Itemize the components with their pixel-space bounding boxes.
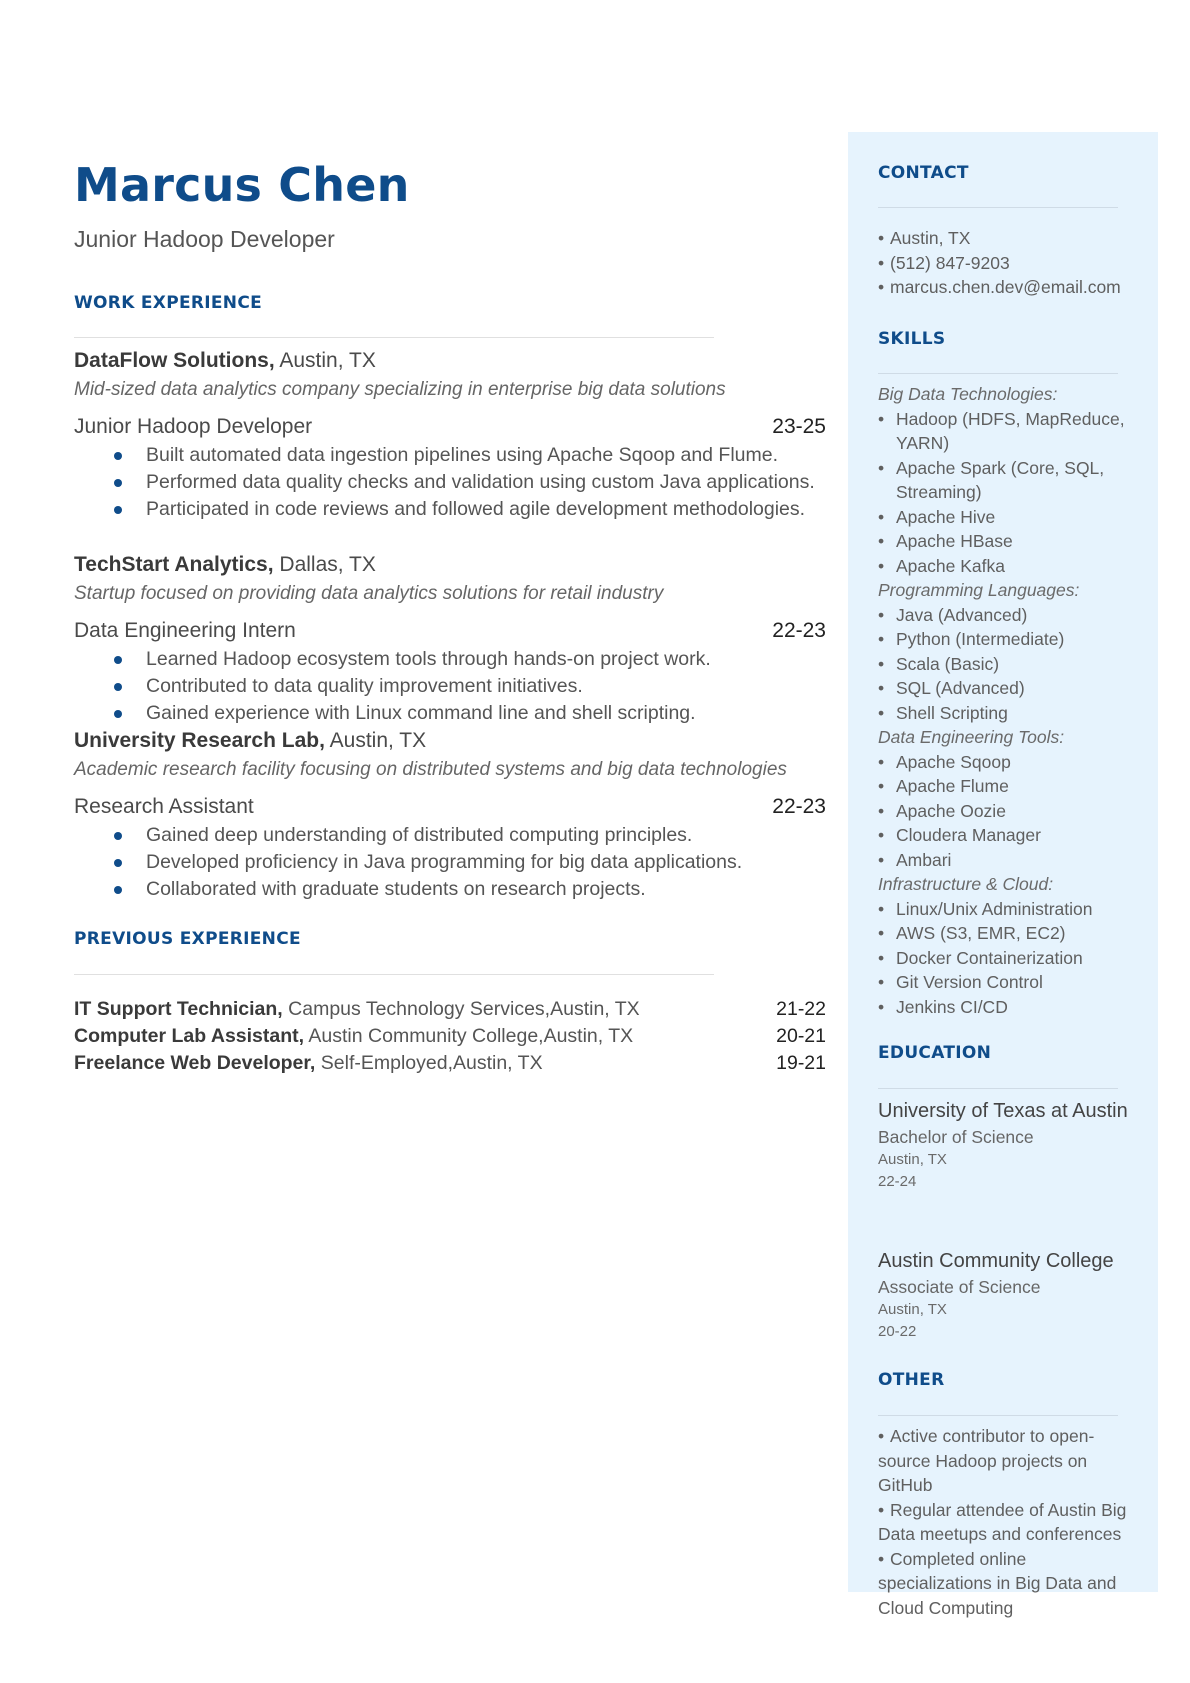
skill-item: • Python (Intermediate) [878, 629, 1065, 649]
previous-experience-list [74, 996, 826, 1077]
bullet-item: Participated in code reviews and followed agile development methodologies. [74, 496, 826, 523]
other-heading: OTHER [878, 1370, 945, 1390]
previous-job-row [74, 1050, 826, 1077]
education-school: University of Texas at Austin [878, 1100, 1128, 1122]
previous-job-row [74, 1023, 826, 1050]
job-title: Junior Hadoop Developer [74, 226, 335, 252]
bullet-item: Performed data quality checks and validation using custom Java applications. [74, 469, 826, 496]
bullet-item: Built automated data ingestion pipelines using Apache Sqoop and Flume. [74, 442, 826, 469]
skill-item: • Apache Oozie [878, 800, 1006, 821]
skill-category: Programming Languages: [878, 580, 1080, 600]
previous-job-place: Campus Technology Services,Austin, TX [282, 998, 640, 1020]
skill-item: • SQL (Advanced) [878, 678, 1025, 698]
contact-heading: CONTACT [878, 163, 969, 183]
previous-experience-rule [74, 974, 714, 975]
role-title: Junior Hadoop Developer [74, 415, 313, 438]
bullet-list [74, 646, 826, 727]
education-entry [878, 1248, 1138, 1343]
bullet-list [74, 822, 826, 903]
previous-job-place: Austin Community College,Austin, TX [304, 1025, 634, 1047]
other-item: • Regular attendee of Austin Big Data meetups and conferences [878, 1499, 1127, 1544]
candidate-name: Marcus Chen [74, 158, 410, 212]
education-dates: 22-24 [878, 1173, 917, 1190]
skill-item: • Apache Flume [878, 776, 1009, 796]
skill-item: • Java (Advanced) [878, 604, 1028, 625]
previous-experience-heading: PREVIOUS EXPERIENCE [74, 929, 301, 949]
company-line [74, 346, 826, 376]
previous-job-place: Self-Employed,Austin, TX [315, 1052, 543, 1074]
previous-job-row [74, 996, 826, 1023]
skills-heading: SKILLS [878, 329, 946, 349]
education-location: Austin, TX [878, 1301, 947, 1318]
company-location: Austin, TX [274, 349, 376, 372]
company-description: Mid-sized data analytics company specializing in enterprise big data solutions [74, 379, 726, 400]
role-row [74, 616, 826, 646]
other-item: • Completed online specializations in Big Data and Cloud Computing [878, 1548, 1117, 1618]
skill-item: • AWS (S3, EMR, EC2) [878, 923, 1066, 943]
bullet-list [74, 442, 826, 523]
bullet-item: Collaborated with graduate students on research projects. [74, 876, 826, 903]
other-rule [878, 1415, 1118, 1416]
other-item: • Active contributor to open-source Hadoop projects on GitHub [878, 1426, 1095, 1495]
education-dates: 20-22 [878, 1323, 917, 1340]
skill-item: • Hadoop (HDFS, MapReduce, YARN) [878, 408, 1125, 453]
contact-rule [878, 207, 1118, 208]
bullet-item: Gained deep understanding of distributed computing principles. [74, 822, 826, 849]
education-rule [878, 1088, 1118, 1089]
skill-category: Big Data Technologies: [878, 384, 1058, 404]
education-degree: Associate of Science [878, 1277, 1041, 1297]
work-entry [74, 726, 826, 903]
previous-job-dates: 21-22 [776, 998, 826, 1020]
skill-item: • Docker Containerization [878, 947, 1083, 968]
education-school: Austin Community College [878, 1250, 1114, 1272]
company-description: Startup focused on providing data analytics solutions for retail industry [74, 583, 664, 604]
education-heading: EDUCATION [878, 1043, 992, 1063]
company-name: TechStart Analytics, [74, 553, 274, 576]
contact-list [878, 226, 1138, 300]
previous-job-role: Computer Lab Assistant, [74, 1025, 305, 1047]
role-dates: 22-23 [772, 795, 826, 818]
bullet-item: Contributed to data quality improvement initiatives. [74, 673, 826, 700]
role-title: Research Assistant [74, 795, 254, 818]
role-dates: 23-25 [772, 415, 826, 438]
company-location: Dallas, TX [273, 553, 376, 576]
bullet-item: Gained experience with Linux command line and shell scripting. [74, 700, 826, 727]
company-description: Academic research facility focusing on distributed systems and big data technologies [74, 759, 787, 780]
company-line [74, 550, 826, 580]
other-list [878, 1424, 1138, 1620]
work-experience-heading: WORK EXPERIENCE [74, 293, 263, 313]
previous-job-role: Freelance Web Developer, [74, 1052, 316, 1074]
company-name: University Research Lab, [74, 729, 325, 752]
contact-email: • marcus.chen.dev@email.com [878, 277, 1121, 297]
skills-list [878, 382, 1138, 1019]
skill-item: • Apache Sqoop [878, 751, 1011, 772]
company-line [74, 726, 826, 756]
previous-job-dates: 19-21 [776, 1052, 826, 1074]
previous-job-dates: 20-21 [776, 1025, 826, 1047]
company-location: Austin, TX [324, 729, 427, 752]
skill-item: • Apache Spark (Core, SQL, Streaming) [878, 457, 1105, 502]
work-experience-rule [74, 337, 714, 338]
skill-item: • Git Version Control [878, 972, 1043, 992]
contact-location: • Austin, TX [878, 228, 971, 248]
bullet-item: Learned Hadoop ecosystem tools through hands-on project work. [74, 646, 826, 673]
skill-item: • Apache Kafka [878, 555, 1005, 576]
education-entry [878, 1098, 1138, 1193]
bullet-item: Developed proficiency in Java programming for big data applications. [74, 849, 826, 876]
company-name: DataFlow Solutions, [74, 349, 275, 372]
skill-item: • Apache Hive [878, 506, 996, 527]
previous-job-role: IT Support Technician, [74, 998, 283, 1020]
skills-rule [878, 373, 1118, 374]
skill-item: • Scala (Basic) [878, 653, 1000, 674]
role-dates: 22-23 [772, 619, 826, 642]
skill-category: Infrastructure & Cloud: [878, 874, 1054, 894]
contact-phone: • (512) 847-9203 [878, 252, 1010, 273]
skill-item: • Ambari [878, 849, 952, 870]
education-location: Austin, TX [878, 1151, 947, 1168]
skill-item: • Cloudera Manager [878, 825, 1041, 845]
skill-item: • Apache HBase [878, 531, 1013, 551]
education-degree: Bachelor of Science [878, 1127, 1034, 1147]
role-row [74, 792, 826, 822]
role-title: Data Engineering Intern [74, 619, 296, 642]
skill-item: • Linux/Unix Administration [878, 898, 1093, 919]
role-row [74, 412, 826, 442]
work-entry [74, 346, 826, 523]
skill-category: Data Engineering Tools: [878, 727, 1065, 747]
skill-item: • Shell Scripting [878, 702, 1008, 723]
work-entry [74, 550, 826, 727]
skill-item: • Jenkins CI/CD [878, 996, 1008, 1017]
